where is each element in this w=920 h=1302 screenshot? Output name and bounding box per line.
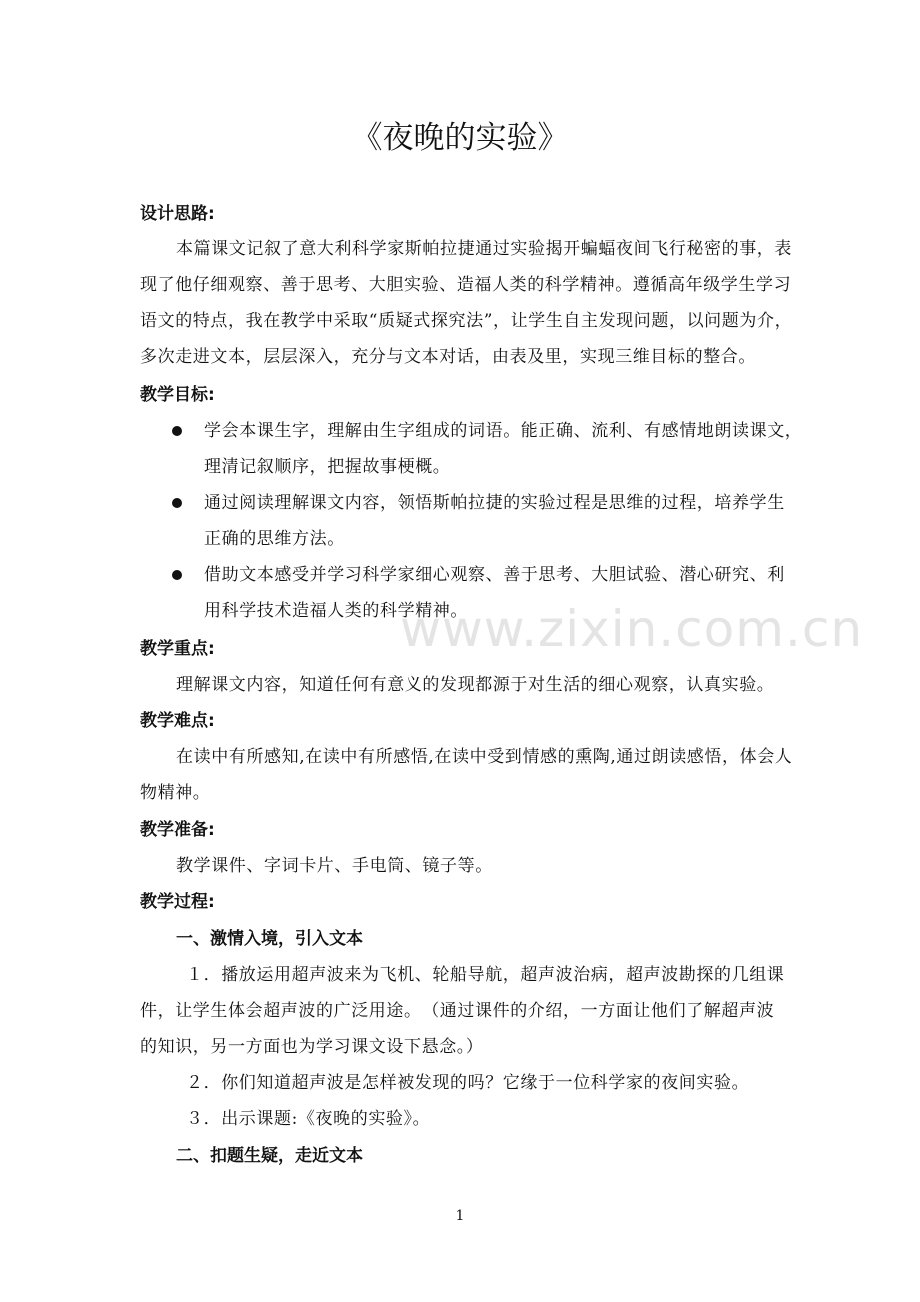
design-line: 多次走进文本，层层深入，充分与文本对话，由表及里，实现三维目标的整合。 xyxy=(140,347,756,367)
heading-focus: 教学重点: xyxy=(140,639,215,659)
prep-line: 教学课件、字词卡片、手电筒、镜子等。 xyxy=(176,856,493,876)
heading-difficulty: 教学难点: xyxy=(140,711,215,731)
heading-goals: 教学目标: xyxy=(140,385,215,405)
bullet-icon xyxy=(172,498,182,508)
bullet-icon xyxy=(172,570,182,580)
goal-item-line: 学会本课生字，理解由生字组成的词语。能正确、流利、有感情地朗读课文， xyxy=(204,421,803,441)
process-step2: ２．你们知道超声波是怎样被发现的吗？它缘于一位科学家的夜间实验。 xyxy=(186,1073,750,1093)
process-step1-line: １．播放运用超声波来为飞机、轮船导航，超声波治病，超声波勘探的几组课 xyxy=(186,965,785,985)
design-line: 语文的特点，我在教学中采取“质疑式探究法”，让学生自主发现问题，以问题为介， xyxy=(140,311,793,331)
process-part2-title: 二、扣题生疑，走近文本 xyxy=(176,1146,363,1166)
process-step3: ３．出示课题:《夜晚的实验》。 xyxy=(186,1109,431,1129)
goal-item-line: 借助文本感受并学习科学家细心观察、善于思考、大胆试验、潜心研究、利 xyxy=(204,565,785,585)
page-number: 1 xyxy=(455,1208,465,1224)
goal-item-line: 正确的思维方法。 xyxy=(204,529,345,549)
goal-item-line: 通过阅读理解课文内容，领悟斯帕拉捷的实验过程是思维的过程，培养学生 xyxy=(204,493,785,513)
design-line: 现了他仔细观察、善于思考、大胆实验、造福人类的科学精神。遵循高年级学生学习 xyxy=(140,275,792,295)
process-part1-title: 一、激情入境，引入文本 xyxy=(176,929,363,949)
bullet-icon xyxy=(172,426,182,436)
goal-item-line: 理清记叙顺序，把握故事梗概。 xyxy=(204,457,451,477)
process-step1-line: 的知识，另一方面也为学习课文设下悬念。） xyxy=(140,1037,484,1057)
design-line: 本篇课文记叙了意大利科学家斯帕拉捷通过实验揭开蝙蝠夜间飞行秘密的事，表 xyxy=(176,239,792,259)
process-step1-line: 件，让学生体会超声波的广泛用途。 （通过课件的介绍，一方面让他们了解超声波 xyxy=(140,1001,775,1021)
difficulty-line: 物精神。 xyxy=(140,783,211,803)
difficulty-line: 在读中有所感知,在读中有所感悟,在读中受到情感的熏陶,通过朗读感悟，体会人 xyxy=(176,747,793,767)
heading-design: 设计思路: xyxy=(140,204,215,224)
watermark: www.zixin.com.cn xyxy=(400,600,864,658)
page-title: 《夜晚的实验》 xyxy=(351,120,569,156)
heading-process: 教学过程: xyxy=(140,892,215,912)
goal-item-line: 用科学技术造福人类的科学精神。 xyxy=(204,601,468,621)
heading-prep: 教学准备: xyxy=(140,820,215,840)
focus-line: 理解课文内容，知道任何有意义的发现都源于对生活的细心观察，认真实验。 xyxy=(176,675,775,695)
